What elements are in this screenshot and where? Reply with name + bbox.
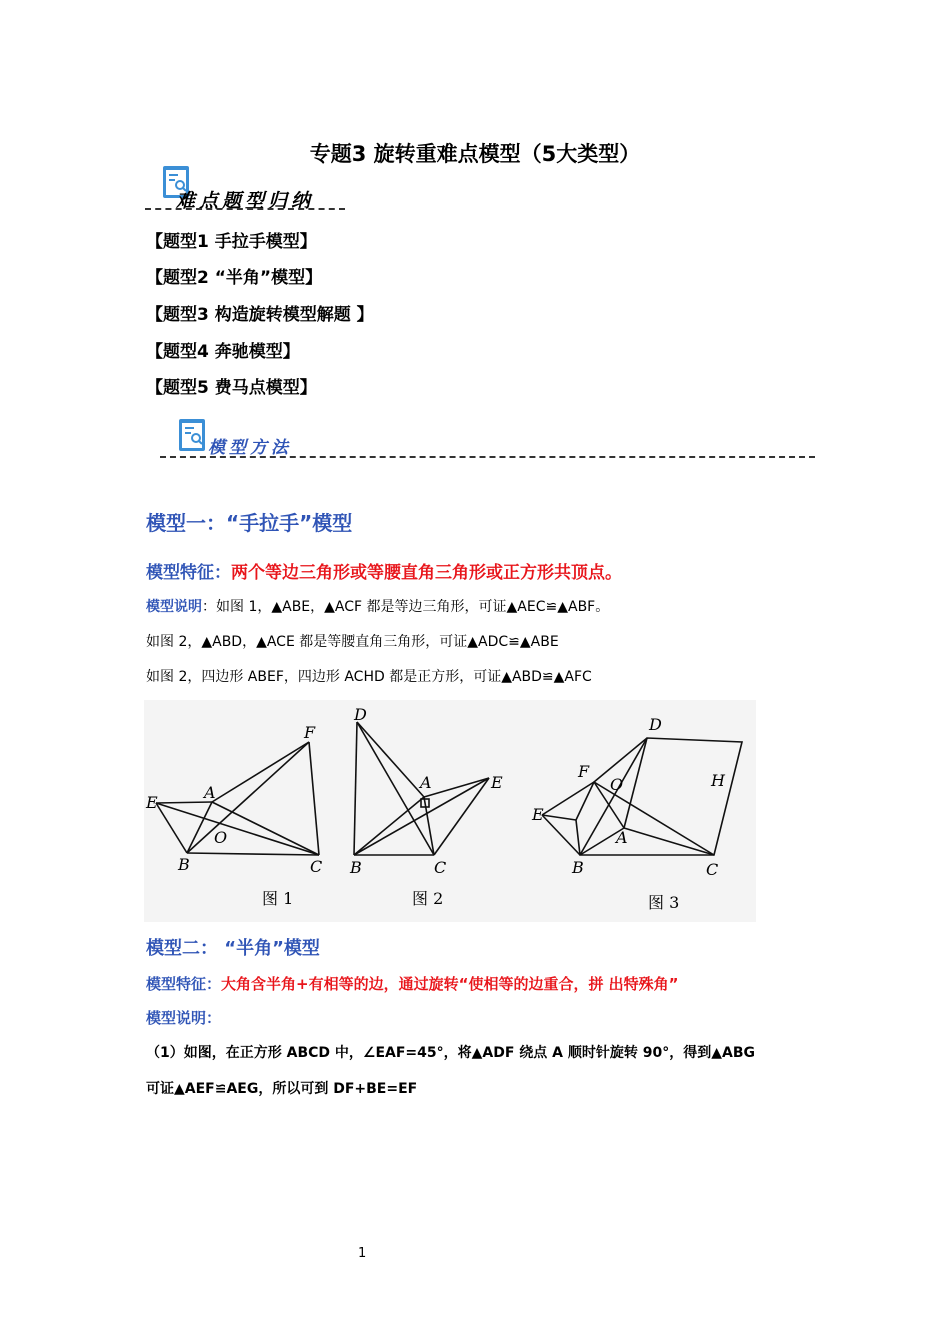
fig1-caption: 图 1 — [262, 889, 294, 908]
toc-item: 【题型5 费马点模型】 — [146, 378, 317, 398]
fig2-label-B: B — [350, 858, 362, 877]
fig3-label-E: E — [532, 805, 544, 824]
page-title: 专题3 旋转重难点模型（5大类型） — [309, 142, 641, 166]
fig1-label-F: F — [304, 723, 316, 742]
model2-heading: 模型二： “半角”模型 — [146, 938, 320, 959]
model2-line-1: （1）如图，在正方形 ABCD 中，∠EAF=45°，将▲ADF 绕点 A 顺时针旋转 90°，得到▲ABG — [146, 1045, 755, 1061]
feature-label: 模型特征： — [146, 975, 222, 993]
fig2-label-A: A — [420, 773, 432, 792]
model1-heading: 模型一：“手拉手”模型 — [146, 511, 353, 535]
fig1-label-B: B — [178, 855, 190, 874]
feature-label: 模型特征： — [146, 563, 231, 583]
fig2-caption: 图 2 — [412, 889, 444, 908]
fig2-label-D: D — [354, 705, 367, 724]
fig3-label-F: F — [578, 762, 590, 781]
fig3-label-H: H — [711, 771, 725, 790]
fig2-label-C: C — [434, 858, 447, 877]
fig3-label-C: C — [706, 860, 719, 879]
fig3-label-B: B — [572, 858, 584, 877]
section-title-difficult: 难点题型归纳 — [176, 190, 315, 212]
fig1-label-E: E — [146, 793, 158, 812]
figure-3 — [542, 738, 742, 855]
toc-item: 【题型1 手拉手模型】 — [146, 232, 317, 252]
toc-item: 【题型2 “半角”模型】 — [146, 268, 323, 288]
figures-image — [144, 700, 756, 922]
fig1-label-C: C — [310, 857, 323, 876]
figure-1 — [156, 742, 319, 855]
page-number: 1 — [358, 1246, 367, 1261]
fig1-label-O: O — [214, 828, 228, 847]
model1-desc-1 — [146, 596, 609, 616]
fig2-label-E: E — [491, 773, 503, 792]
model1-feature — [146, 558, 622, 583]
fig3-label-A: A — [616, 828, 628, 847]
desc-label: 模型说明 — [146, 599, 202, 615]
section-divider — [160, 456, 815, 458]
document-search-icon — [178, 418, 206, 452]
toc-item: 【题型4 奔驰模型】 — [146, 342, 300, 362]
model2-desc-label: 模型说明： — [146, 1009, 222, 1027]
model2-line-2: 可证▲AEF≌AEG，所以可到 DF+BE=EF — [146, 1081, 418, 1097]
model1-desc-3: 如图 2，四边形 ABEF，四边形 ACHD 都是正方形，可证▲ABD≌▲AFC — [146, 669, 592, 685]
fig3-label-O: O — [610, 775, 624, 794]
feature-text: 两个等边三角形或等腰直角三角形或正方形共顶点。 — [231, 563, 622, 583]
model1-desc-2: 如图 2，▲ABD，▲ACE 都是等腰直角三角形，可证▲ADC≌▲ABE — [146, 634, 559, 650]
feature-text: 大角含半角+有相等的边，通过旋转“使相等的边重合，拼 出特殊角” — [221, 975, 679, 993]
toc-item: 【题型3 构造旋转模型解题 】 — [146, 305, 374, 325]
desc-text: ：如图 1，▲ABE，▲ACF 都是等边三角形，可证▲AEC≌▲ABF。 — [202, 599, 610, 615]
fig3-caption: 图 3 — [648, 893, 680, 912]
model2-feature — [146, 973, 679, 994]
fig3-label-D: D — [649, 715, 662, 734]
section-title-methods: 模型方法 — [208, 438, 292, 458]
fig1-label-A: A — [204, 783, 216, 802]
section-divider — [145, 208, 345, 210]
